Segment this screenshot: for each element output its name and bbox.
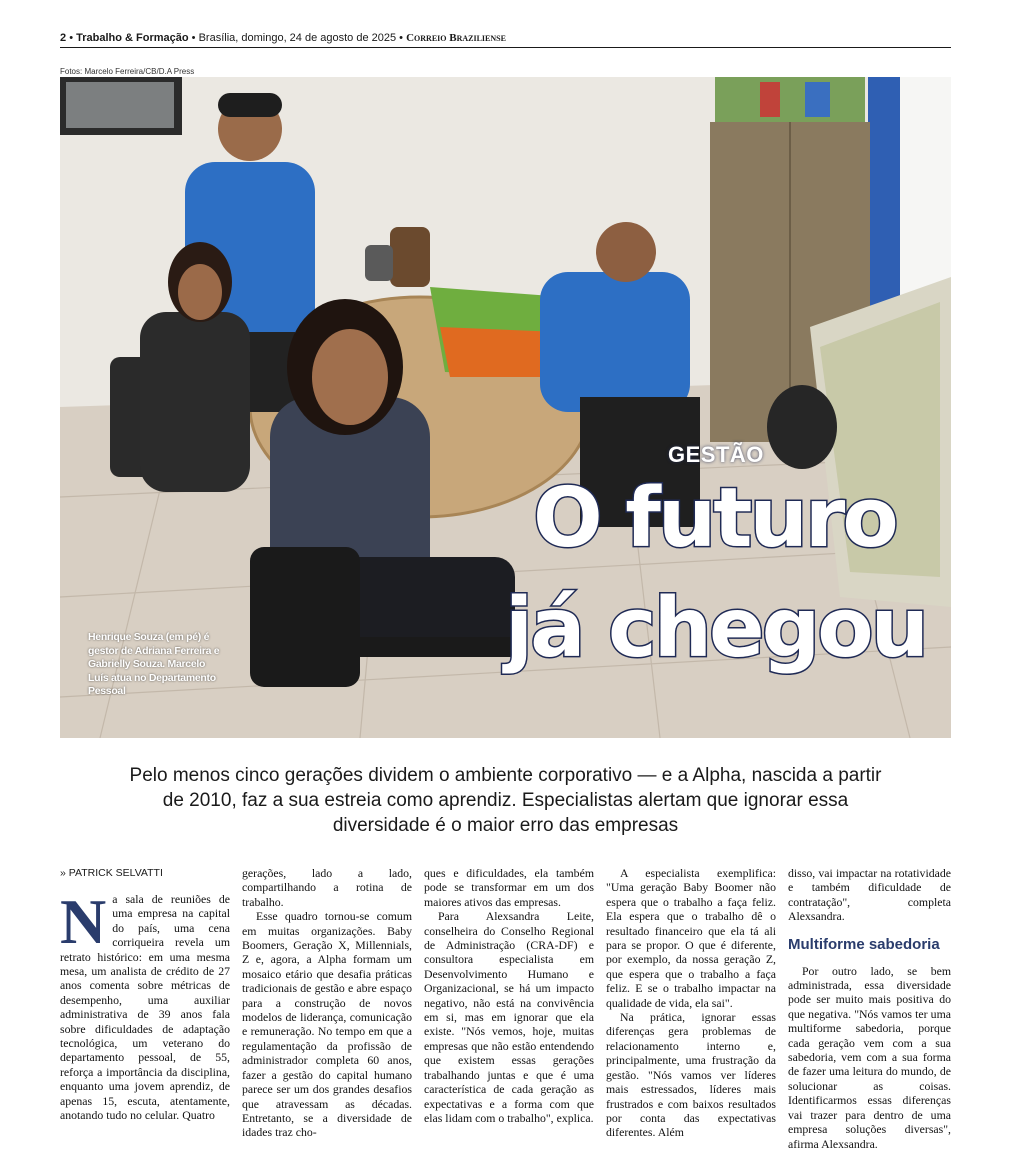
drop-cap: N xyxy=(60,886,107,957)
page-header xyxy=(60,30,951,46)
newspaper-brand: Correio Braziliense xyxy=(406,32,506,44)
byline: » PATRICK SELVATTI xyxy=(60,867,163,879)
separator-bullet: • xyxy=(191,32,199,44)
dateline: Brasília, domingo, 24 de agosto de 2025 xyxy=(198,32,397,44)
article-paragraph: Esse quadro tornou-se comum em muitas organizações. Baby Boomers, Geração X, Millennials, Z e, agora, a Alpha formam um mosaico etário que desafia práticas tradicionais de gestão e abre espaço para a construção de novos modelos de liderança, comunicação e remuneração. No tempo em que a regulamentação da profissão de administrador completa 60 anos, fazer a gestão do capital humano parece ser um dos grandes desafios que atravessam as décadas. Entretanto, se a diversidade de idades traz cho- xyxy=(242,909,412,1140)
separator-bullet: • xyxy=(69,32,77,44)
article-paragraph: Para Alexsandra Leite, conselheira do Conselho Regional de Administração (CRA-DF) e consultora especialista em Desenvolvimento Humano e Organizacional, se há um impacto negativo, não está na convivência em si, mas em ignorar que ela existe. "Nós vemos, hoje, muitas empresas que não estão entendendo que existem essas gerações trabalhando juntas e que é uma característica de cada geração as expectativas e a forma com que elas lidam com o trabalho", explica. xyxy=(424,909,594,1125)
article-paragraph: a sala de reuniões de uma empresa na capital do país, uma cena corriqueira revela um retrato histórico: em uma mesma mesa, um analista de crédito de 27 anos comenta sobre métricas de desempenho, uma auxiliar administrativa de 39 anos fala sobre dificuldades de adaptação tecnológica, um veterano do departamento pessoal, de 55, reforça a importância da disciplina, enquanto uma jovem aprendiz, de apenas 15, escuta, atentamente, anotando tudo no celular. Quatro xyxy=(60,892,230,1123)
headline-line-2: já chegou xyxy=(505,581,926,676)
separator-bullet: • xyxy=(399,32,407,44)
article-column-3 xyxy=(424,866,594,1125)
section-name: Trabalho & Formação xyxy=(76,32,189,44)
article-paragraph: disso, vai impactar na rotatividade e também dificuldade de contratação", completa Alexsandra. xyxy=(788,866,951,924)
deck-subtitle: Pelo menos cinco gerações dividem o ambiente corporativo — e a Alpha, nascida a partir de 2010, faz a sua estreia como aprendiz. Especialistas alertam que ignorar essa diversidade é o maior erro das empresas xyxy=(129,765,882,836)
page-number: 2 xyxy=(60,32,67,44)
article-paragraph: gerações, lado a lado, compartilhando a rotina de trabalho. xyxy=(242,866,412,909)
section-subheading: Multiforme sabedoria xyxy=(788,935,940,953)
article-paragraph: A especialista exemplifica: "Uma geração Baby Boomer não espera que o trabalho a faça feliz. Ela espera que o trabalho dê o resultado financeiro que ela tá ali para se propor. O que é diferente, por exemplo, da nossa geração Z, que espera que o trabalho a faça feliz. E se o trabalho impactar na qualidade de vida, ela sai". xyxy=(606,866,776,1010)
article-column-5 xyxy=(788,866,951,1151)
article-paragraph: Na prática, ignorar essas diferenças gera problemas de relacionamento interno e, principalmente, uma frustração da gestão. "Nós vamos ver líderes mais estressados, líderes mais frustrados e com baixos resultados por conta das expectativas diferentes. Além xyxy=(606,1010,776,1140)
article-column-1 xyxy=(60,866,230,1123)
headline-kicker: GESTÃO xyxy=(668,442,764,467)
headline-line-1: O futuro xyxy=(533,471,896,566)
article-paragraph: ques e dificuldades, ela também pode se transformar em um dos maiores ativos das empresas. xyxy=(424,866,594,909)
article-paragraph: Por outro lado, se bem administrada, essa diversidade pode ser muito mais positiva do que negativa. "Nós vamos ter uma multiforme sabedoria, porque cada geração vem com a sua sabedoria, vem com a sua forma de fazer uma leitura do mundo, de solucionar as coisas. Identificarmos essas diferenças vai trazer para dentro de uma empresa soluções diversas", afirma Alexsandra. xyxy=(788,963,951,1151)
photo-caption: Henrique Souza (em pé) é gestor de Adriana Ferreira e Gabrielly Souza. Marcelo Luís atua no Departamento Pessoal xyxy=(88,631,220,697)
header-rule xyxy=(60,47,951,48)
article-column-2 xyxy=(242,866,412,1140)
photo-credit: Fotos: Marcelo Ferreira/CB/D.A Press xyxy=(60,67,195,76)
article-column-4 xyxy=(606,866,776,1140)
